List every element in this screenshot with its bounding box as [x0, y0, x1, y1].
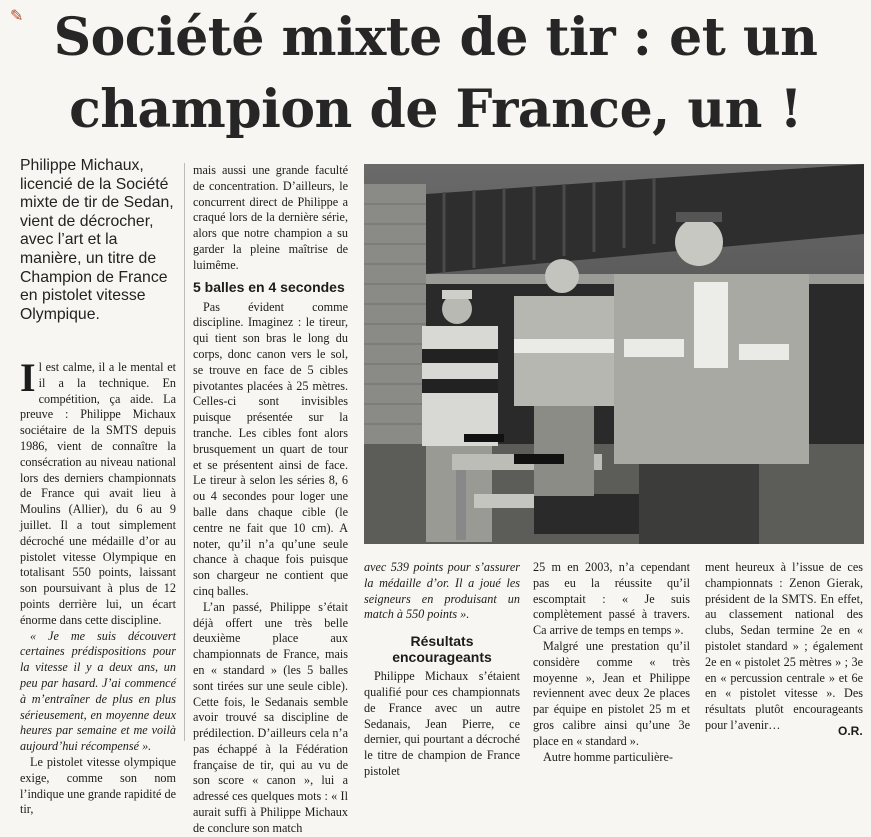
author-signature: O.R. — [838, 724, 863, 738]
col4-paragraph-1: 25 m en 2003, n’a cependant pas eu la réussite qu’il escomptait : « Je suis complètement passé à travers. Ca arrive de temps en temps ». — [533, 560, 690, 638]
col1-quote: « Je me suis découvert certaines prédispositions pour la vitesse il y a deux ans, un peu par hasard. J’ai commencé à m’entraîner de plus en plus sérieusement, en moyenne deux heures par semaine et me voilà aujourd’hui récompensé ». — [20, 628, 176, 754]
col4-paragraph-2: Malgré une prestation qu’il considère comme « très moyenne », Jean et Philippe reviennent avec deux 2e places par équipe en pistolet 25 m et gros calibre ainsi qu’une 3e place en « standard ». — [533, 638, 690, 748]
column-5 — [705, 560, 863, 741]
col4-paragraph-3: Autre homme particulière- — [543, 749, 673, 764]
col2-paragraph-1: mais aussi une grande faculté de concentration. D’ailleurs, le concurrent direct de Philippe a craqué lors de la dernière série, alors que notre champion a su garder la pleine maîtrise de luimême. — [193, 163, 348, 272]
lede-paragraph: Philippe Michaux, licencié de la Société mixte de tir de Sedan, vient de décrocher, avec l’art et la manière, un titre de Champion de France en pistolet vitesse Olympique. — [20, 157, 174, 323]
column-2 — [193, 163, 348, 835]
col1-paragraph-3: Le pistolet vitesse olympique exige, comme son nom l’indique une grande rapidité de tir, — [20, 754, 176, 817]
drop-cap: I — [20, 355, 36, 400]
col3-quote: avec 539 points pour s’assurer la médaille d’or. Il a joué les seigneurs en produisant un match à 550 points ». — [364, 560, 520, 622]
subhead-5-balles: 5 balles en 4 secondes — [193, 278, 345, 295]
corner-mark-icon: ✎ — [10, 8, 24, 25]
col1-paragraph-1: l est calme, il a le mental et il a la technique. En compétition, ça aide. La preuve : Philippe Michaux sociétaire de la SMTS depuis 1986, vient de connaître la consécration au niveau national lors des derniers championnats de France qui avait lieu à Moulins (Allier), du 6 au 9 juillet. Il a tout simplement décroché une médaille d’or au pistolet vitesse Olympique en totalisant 550 points, laissant son poursuivant à plus de 12 points derrière lui, un écart énorme dans cette discipline. — [20, 360, 176, 627]
headline-line-1: Société mixte de tir : et un — [53, 7, 818, 68]
column-3 — [364, 560, 520, 778]
subhead-resultats: Résultats encourageants — [392, 633, 492, 666]
col3-paragraph-2: Philippe Michaux s’étaient qualifié pour ces championnats de France avec un autre Sedanais, Jean Pierre, ce dernier, qui pourtant a décroché le titre de champion de France pistolet — [364, 669, 520, 778]
photo-three-shooters — [364, 164, 864, 544]
col2-paragraph-3: L’an passé, Philippe s’était déjà offert une très belle deuxième place aux championnats de France, mais en « standard » (les 5 balles sont tirées sur une seule cible). Cette fois, le Sedanais semble avoir trouvé sa discipline de prédilection. D’ailleurs cela n’a pas échappé à la Fédération française de tir, qui au vu de son score « canon », lui a adressé ces quelques mots : « Il aurait suffi à Philippe Michaux de conclure son match — [193, 599, 348, 835]
col2-paragraph-2: Pas évident comme discipline. Imaginez : le tireur, qui tient son bras le long du corps, donc canon vers le sol, se trouve en face de 5 cibles pivotantes placées à 25 mètres. Celles-ci sont invisibles puisque présentée sur la tranche. Les cibles font alors brusquement un quart de tour et se présentent ainsi de face. Le tireur à selon les séries 8, 6 ou 4 secondes pour loger une balle dans chaque cible (le centre ne fait que 10 cm). A noter, qu’il n’a qu’une seule chance à chaque fois puisque son chargeur ne contient que cinq balles. — [193, 299, 348, 598]
column-4 — [533, 560, 690, 764]
column-divider — [184, 163, 185, 741]
col5-paragraph-1: ment heureux à l’issue de ces championnats : Zenon Gierak, président de la SMTS. En effet, au classement national des clubs, Sedan termine 2e en « pistolet standard » ; également 2e en « pistolet 25 mètres » ; 3e en « percussion centrale » et 6e en « pistolet vitesse ». Des résultats plutôt encourageants pour l’avenir… — [705, 560, 863, 732]
column-1 — [20, 355, 176, 817]
headline-line-2: champion de France, un ! — [69, 79, 802, 140]
